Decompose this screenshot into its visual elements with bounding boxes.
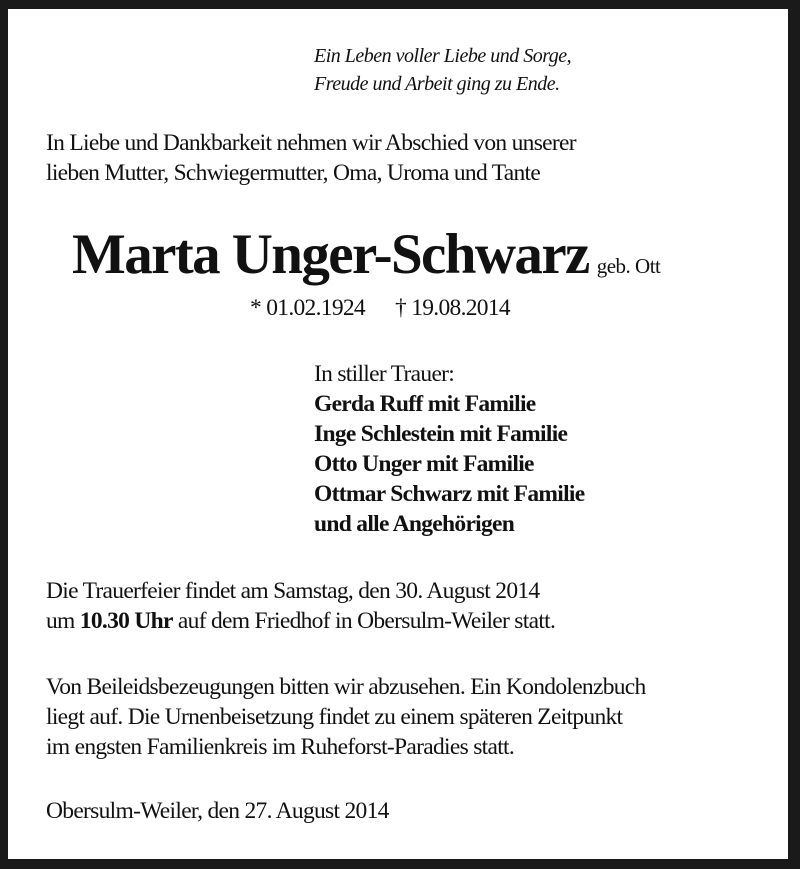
place-date: Obersulm-Weiler, den 27. August 2014 <box>46 798 389 824</box>
ceremony-time: 10.30 Uhr <box>79 608 173 634</box>
motto-line: Ein Leben voller Liebe und Sorge, <box>314 45 572 67</box>
ceremony-info <box>46 576 555 636</box>
condolence-line: Von Beileidsbezeugungen bitten wir abzusehen. Ein Kondolenzbuch <box>46 674 646 700</box>
life-dates <box>250 293 540 323</box>
mourner: Gerda Ruff mit Familie <box>314 391 536 417</box>
ceremony-pre: um <box>46 608 80 634</box>
mourners-block <box>314 359 584 539</box>
ceremony-post: auf dem Friedhof in Obersulm-Weiler statt. <box>172 608 556 634</box>
death-date: † 19.08.2014 <box>394 295 510 321</box>
mourner: und alle Angehörigen <box>314 511 515 537</box>
mourner: Ottmar Schwarz mit Familie <box>314 481 585 507</box>
deceased-name-block <box>72 222 660 299</box>
condolence-line: liegt auf. Die Urnenbeisetzung findet zu einem späteren Zeitpunkt <box>46 704 623 730</box>
condolence-line: im engsten Familienkreis im Ruheforst-Paradies statt. <box>46 734 515 760</box>
motto <box>314 42 571 98</box>
condolence-note <box>46 672 646 762</box>
mourning-label: In stiller Trauer: <box>314 361 455 387</box>
mourner: Inge Schlestein mit Familie <box>314 421 568 447</box>
motto-line: Freude und Arbeit ging zu Ende. <box>314 73 560 95</box>
intro-line: In Liebe und Dankbarkeit nehmen wir Abschied von unserer <box>46 130 576 156</box>
ceremony-line <box>46 606 555 636</box>
ceremony-line: Die Trauerfeier findet am Samstag, den 30. August 2014 <box>46 578 540 604</box>
intro-text <box>46 128 576 188</box>
intro-line: lieben Mutter, Schwiegermutter, Oma, Uroma und Tante <box>46 160 541 186</box>
mourner: Otto Unger mit Familie <box>314 451 534 477</box>
deceased-name: Marta Unger-Schwarz <box>72 223 589 286</box>
maiden-name: geb. Ott <box>596 254 661 278</box>
birth-date: * 01.02.1924 <box>250 295 365 321</box>
